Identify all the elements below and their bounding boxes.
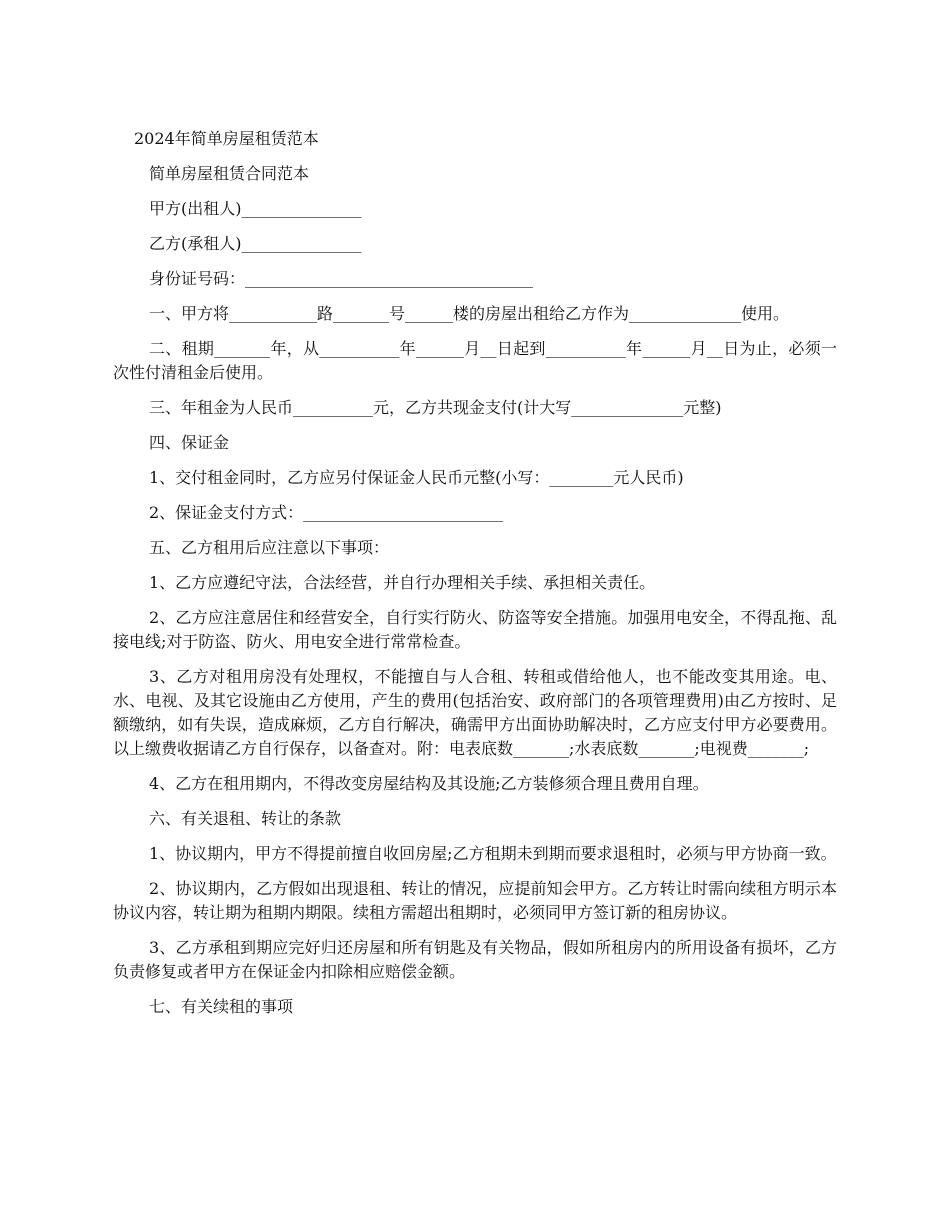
paragraph-party-b: 乙方(承租人)_______________ [149, 234, 362, 253]
paragraph-clause-5-2: 2、乙方应注意居住和经营安全，自行实行防火、防盗等安全措施。加强用电安全，不得乱拖、乱接电线;对于防盗、防火、用电安全进行常常检查。 [113, 608, 837, 651]
paragraph-clause-5-4: 4、乙方在租用期内，不得改变房屋结构及其设施;乙方装修须合理且费用自理。 [149, 774, 709, 793]
paragraph-clause-6-2: 2、协议期内，乙方假如出现退租、转让的情况，应提前知会甲方。乙方转让时需向续租方明示本协议内容，转让期为租期内期限。续租方需超出租期时，必须同甲方签订新的租房协议。 [113, 879, 837, 922]
paragraph-party-a: 甲方(出租人)_______________ [149, 199, 362, 218]
paragraph-id-number: 身份证号码：____________________________________ [149, 269, 534, 288]
paragraph-clause-3: 三、年租金为人民币__________元，乙方共现金支付(计大写______________元整) [149, 398, 722, 417]
paragraph-clause-4-heading: 四、保证金 [149, 433, 230, 452]
paragraph-clause-2: 二、租期_______年，从__________年______月__日起到__________年______月__日为止，必须一次性付清租金后使用。 [113, 339, 837, 382]
paragraph-clause-5-heading: 五、乙方租用后应注意以下事项： [149, 538, 390, 557]
paragraph-clause-1: 一、甲方将___________路_______号______楼的房屋出租给乙方作为______________使用。 [149, 304, 790, 323]
paragraph-clause-4-1: 1、交付租金同时，乙方应另付保证金人民币元整(小写：________元人民币) [149, 468, 684, 487]
paragraph-clause-4-2: 2、保证金支付方式：_________________________ [149, 503, 504, 522]
paragraph-clause-7-heading: 七、有关续租的事项 [149, 997, 294, 1016]
paragraph-clause-6-heading: 六、有关退租、转让的条款 [149, 809, 342, 828]
paragraph-clause-5-3: 3、乙方对租用房没有处理权，不能擅自与人合租、转租或借给他人，也不能改变其用途。电、水、电视、及其它设施由乙方使用，产生的费用(包括治安、政府部门的各项管理费用)由乙方按时、足额缴纳，如有失误，造成麻烦，乙方自行解决，确需甲方出面协助解决时，乙方应支付甲方必要费用。以上缴费收据请乙方自行保存，以备查对。附：电表底数_______;水表底数_______;电视费_______; [113, 667, 837, 758]
paragraph-clause-6-3: 3、乙方承租到期应完好归还房屋和所有钥匙及有关物品，假如所租房内的所用设备有损坏，乙方负责修复或者甲方在保证金内扣除相应赔偿金额。 [113, 938, 837, 981]
paragraph-subtitle: 简单房屋租赁合同范本 [149, 164, 310, 183]
paragraph-clause-6-1: 1、协议期内，甲方不得提前擅自收回房屋;乙方租期未到期而要求退租时，必须与甲方协商一致。 [149, 844, 837, 863]
document-body [113, 127, 837, 1030]
document-title: 2024年简单房屋租赁范本 [134, 129, 319, 148]
paragraph-clause-5-1: 1、乙方应遵纪守法，合法经营，并自行办理相关手续、承担相关责任。 [149, 573, 656, 592]
